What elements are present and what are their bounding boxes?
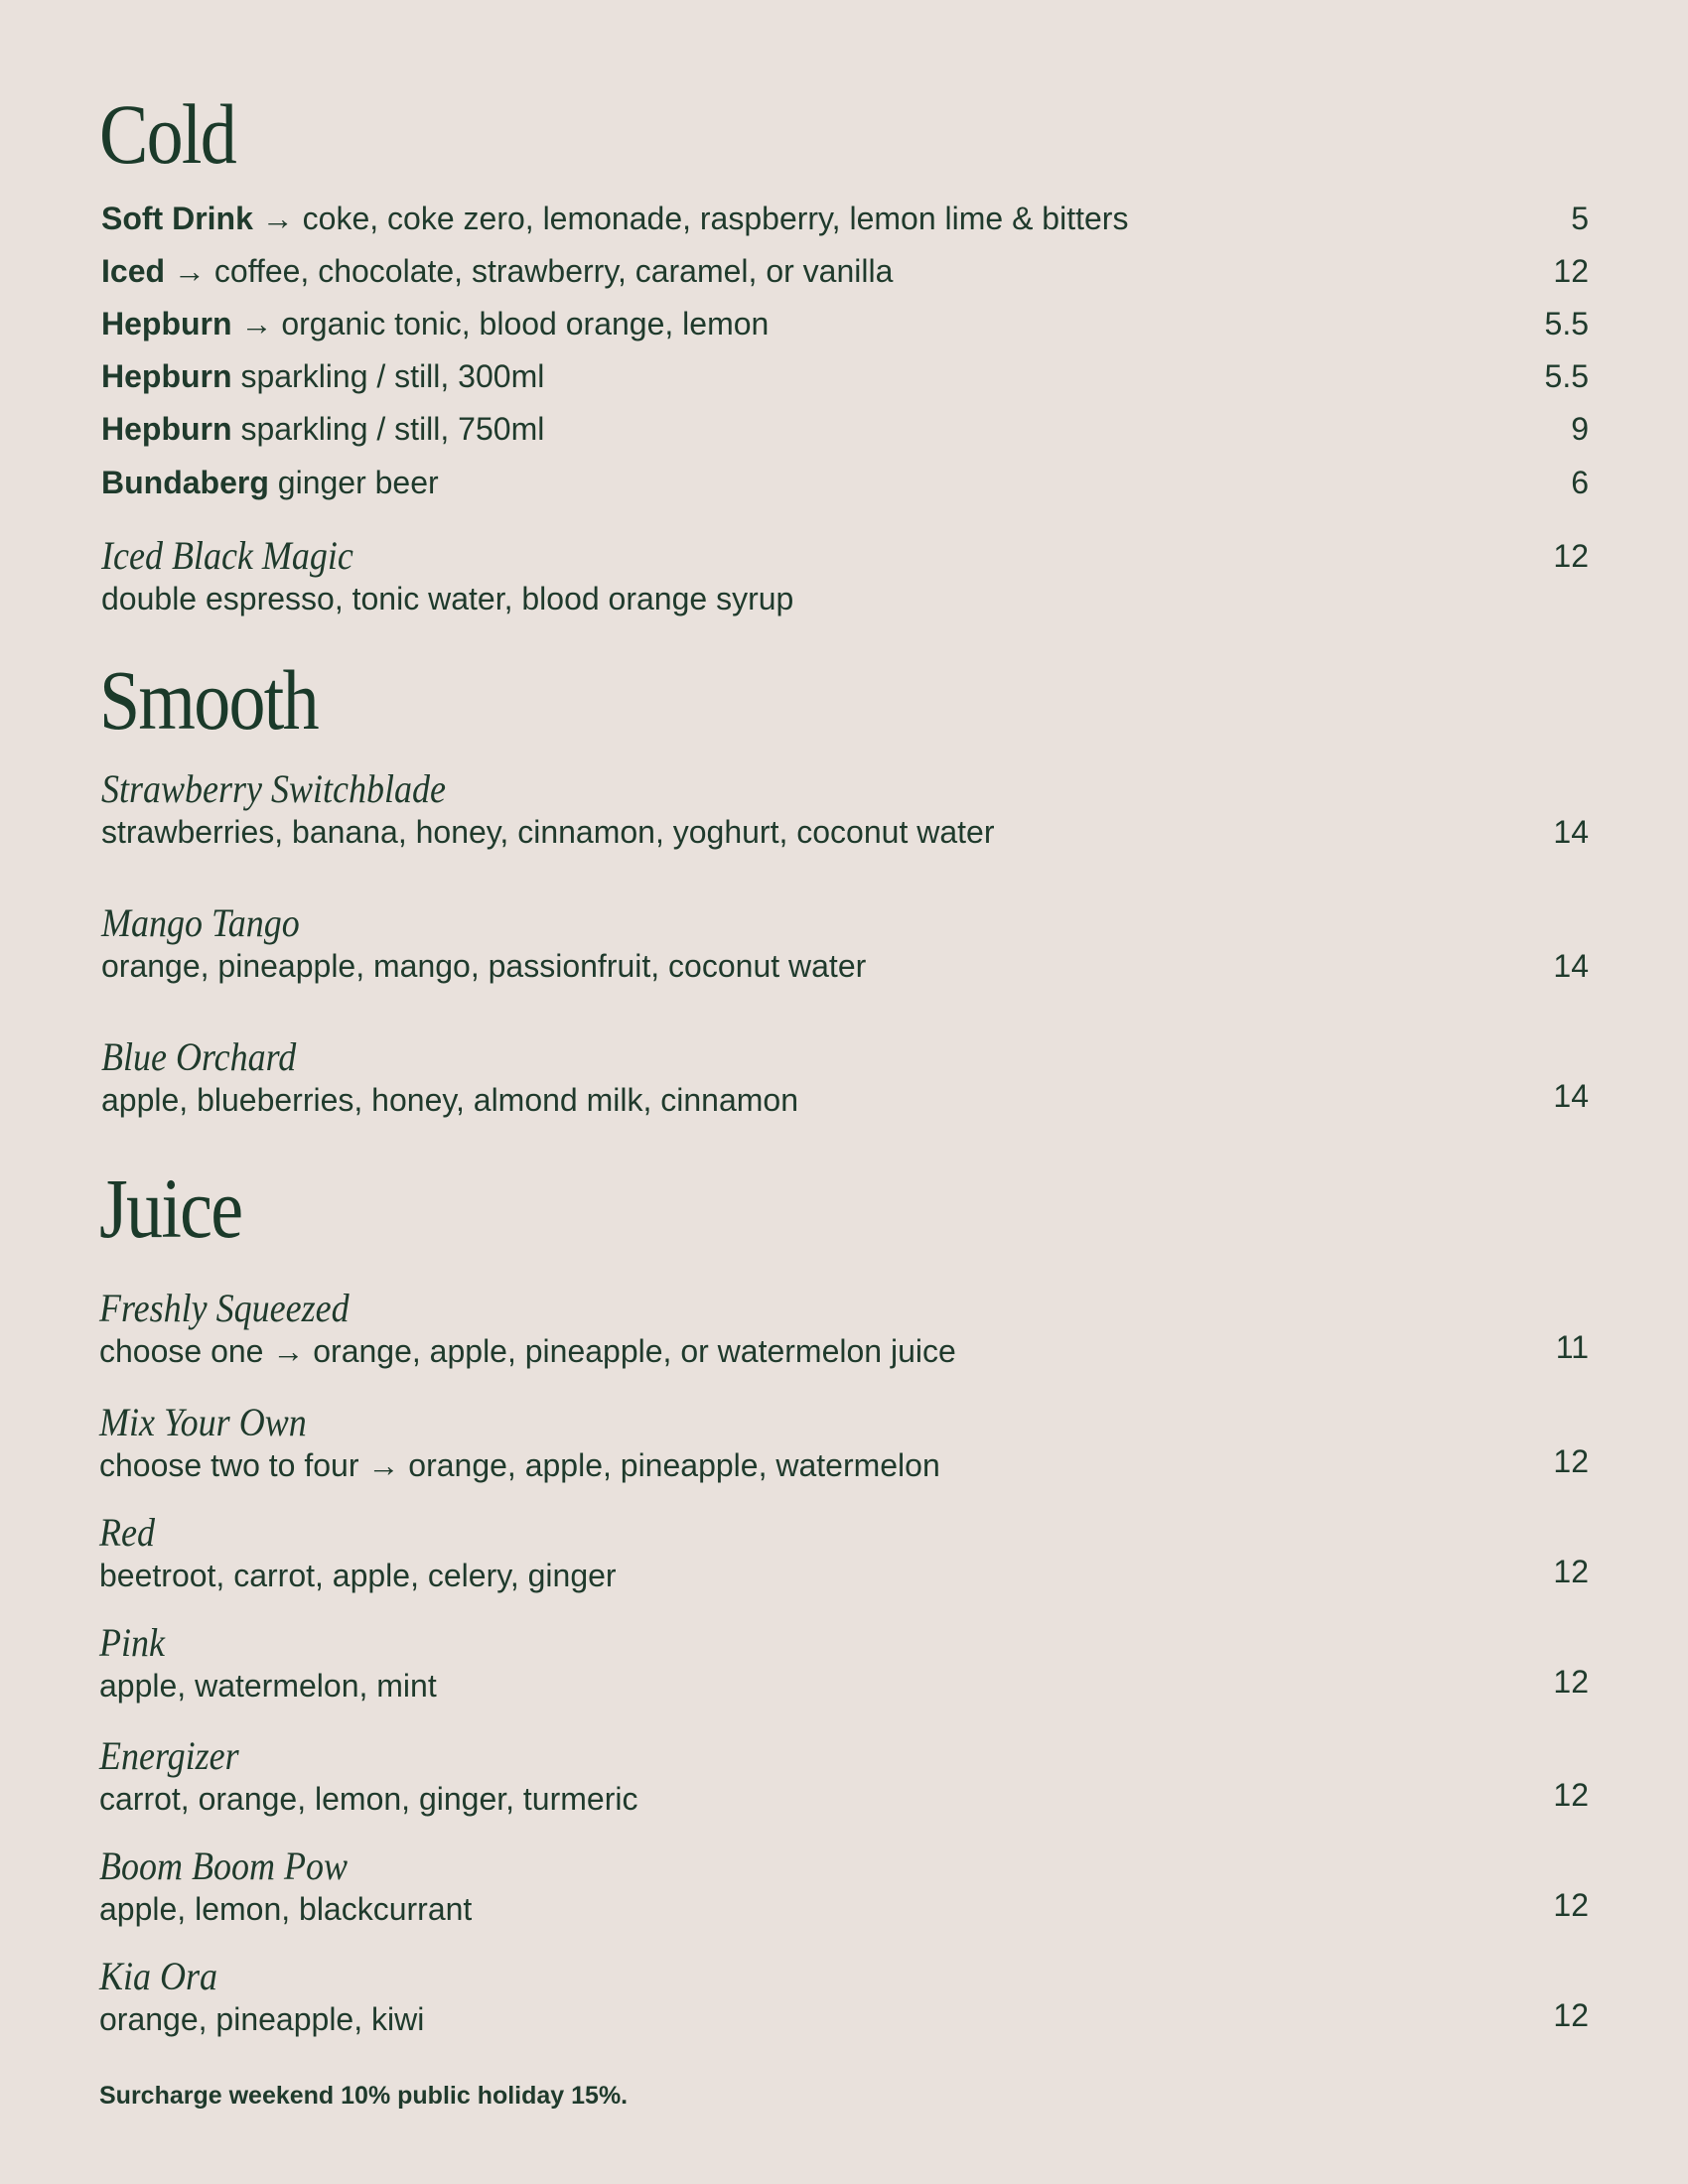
menu-item (99, 1954, 1589, 2043)
item-description: → organic tonic, blood orange, lemon (231, 306, 770, 341)
menu-row (101, 304, 1589, 343)
item-description: → coffee, chocolate, strawberry, caramel, or vanilla (165, 253, 894, 289)
item-description: orange, pineapple, mango, passionfruit, coconut water (101, 948, 867, 984)
menu-row (101, 199, 1589, 238)
menu-row (101, 251, 1589, 291)
section-heading-cold: Cold (99, 86, 235, 182)
item-name: Pink (99, 1620, 165, 1665)
item-price: 6 (1571, 465, 1589, 500)
item-price: 14 (1553, 814, 1589, 850)
item-description: sparkling / still, 750ml (231, 411, 545, 447)
item-name: Hepburn (101, 411, 232, 447)
menu-item (99, 1400, 1589, 1489)
item-price: 12 (1553, 1443, 1589, 1479)
item-name: Bundaberg (101, 465, 269, 500)
item-price: 12 (1553, 1777, 1589, 1813)
section-heading-juice: Juice (99, 1160, 242, 1256)
item-price: 12 (1553, 253, 1589, 289)
item-name: Mango Tango (101, 900, 300, 945)
item-description: sparkling / still, 300ml (231, 358, 545, 394)
item-name: Hepburn (101, 306, 232, 341)
menu-item (99, 1620, 1589, 1709)
item-name: Iced Black Magic (101, 533, 353, 578)
menu-row-text (101, 409, 544, 449)
item-price: 11 (1555, 1329, 1589, 1365)
menu-row (101, 463, 1589, 502)
item-name: Soft Drink (101, 201, 253, 236)
item-description: choose two to four → orange, apple, pineapple, watermelon (99, 1447, 940, 1483)
menu-item (99, 1843, 1589, 1933)
menu-row-text (101, 304, 769, 343)
menu-item (99, 766, 1589, 856)
menu-row-text (101, 463, 439, 502)
item-price: 5.5 (1544, 358, 1589, 394)
item-price: 12 (1553, 538, 1589, 574)
menu-item (99, 900, 1589, 990)
item-price: 9 (1571, 411, 1589, 447)
menu-item (99, 1510, 1589, 1599)
item-price: 12 (1553, 1554, 1589, 1589)
item-price: 5.5 (1544, 306, 1589, 341)
menu-item-iced-black-magic (99, 533, 1589, 622)
menu-row (101, 356, 1589, 396)
item-description: choose one → orange, apple, pineapple, or watermelon juice (99, 1333, 956, 1369)
item-name: Boom Boom Pow (99, 1843, 348, 1888)
item-price: 12 (1553, 1664, 1589, 1700)
item-name: Iced (101, 253, 166, 289)
item-price: 5 (1571, 201, 1589, 236)
surcharge-note: Surcharge weekend 10% public holiday 15%. (99, 2082, 629, 2110)
item-description: apple, blueberries, honey, almond milk, cinnamon (101, 1082, 799, 1118)
menu-row-text (101, 356, 544, 396)
menu-item (99, 1034, 1589, 1124)
item-description: carrot, orange, lemon, ginger, turmeric (99, 1781, 638, 1817)
menu-row (101, 409, 1589, 449)
item-price: 14 (1553, 1078, 1589, 1114)
item-name: Freshly Squeezed (99, 1286, 350, 1330)
item-description: strawberries, banana, honey, cinnamon, yoghurt, coconut water (101, 814, 995, 850)
item-description: double espresso, tonic water, blood orange syrup (101, 581, 794, 616)
item-description: ginger beer (268, 465, 439, 500)
menu-item (99, 1286, 1589, 1375)
item-description: apple, watermelon, mint (99, 1668, 437, 1704)
item-name: Blue Orchard (101, 1034, 297, 1079)
item-name: Red (99, 1510, 155, 1555)
section-heading-smooth: Smooth (99, 652, 318, 748)
item-name: Energizer (99, 1733, 239, 1778)
item-description: orange, pineapple, kiwi (99, 2001, 425, 2037)
menu-row-text (101, 199, 1128, 238)
item-name: Mix Your Own (99, 1400, 307, 1444)
menu-item (99, 1733, 1589, 1823)
item-description: → coke, coke zero, lemonade, raspberry, lemon lime & bitters (252, 201, 1129, 236)
item-price: 14 (1553, 948, 1589, 984)
item-price: 12 (1553, 1887, 1589, 1923)
menu-row-text (101, 251, 893, 291)
item-price: 12 (1553, 1997, 1589, 2033)
item-name: Kia Ora (99, 1954, 218, 1998)
item-description: beetroot, carrot, apple, celery, ginger (99, 1558, 617, 1593)
item-description: apple, lemon, blackcurrant (99, 1891, 473, 1927)
item-name: Strawberry Switchblade (101, 766, 446, 811)
item-name: Hepburn (101, 358, 232, 394)
